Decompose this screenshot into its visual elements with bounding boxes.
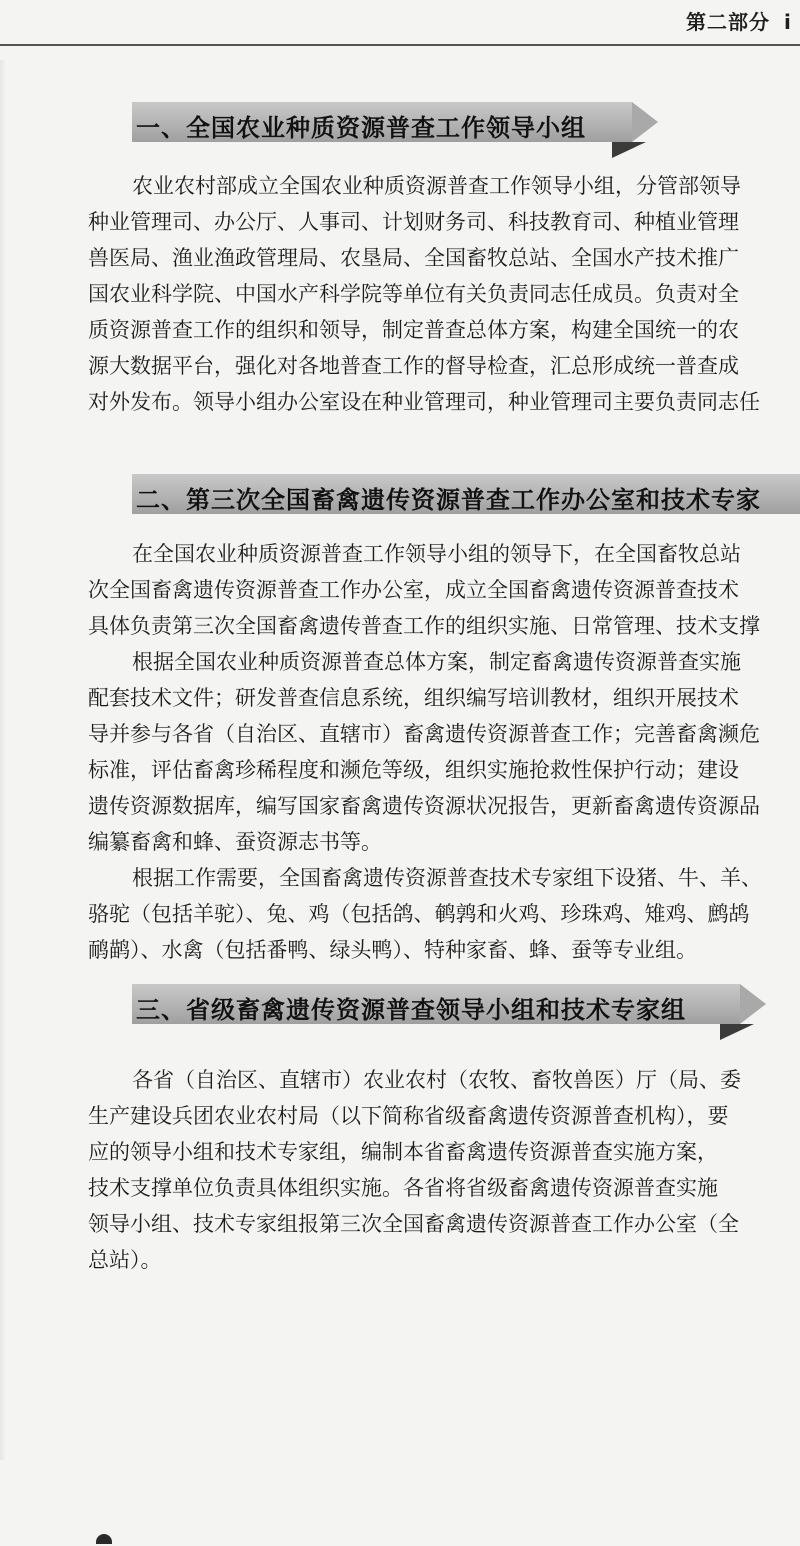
text-line: 技术支撑单位负责具体组织实施。各省将省级畜禽遗传资源普查实施 [88, 1176, 718, 1200]
running-header-part: 第二部分 [686, 10, 770, 34]
section-heading-2 [132, 474, 800, 514]
text-line: 导并参与各省（自治区、直辖市）畜禽遗传资源普查工作；完善畜禽濒危 [88, 722, 760, 746]
text-line: 领导小组、技术专家组报第三次全国畜禽遗传资源普查工作办公室（全 [88, 1212, 739, 1236]
section-heading-arrow [740, 984, 766, 1024]
section-title-2: 二、第三次全国畜禽遗传资源普查工作办公室和技术专家 [136, 486, 761, 514]
page-edge-mark [96, 1534, 112, 1544]
text-line: 种业管理司、办公厅、人事司、计划财务司、科技教育司、种植业管理 [88, 210, 739, 234]
text-line: 编纂畜禽和蜂、蚕资源志书等。 [88, 830, 382, 854]
header-rule [0, 44, 800, 46]
section-2-paragraph-3 [88, 860, 800, 968]
text-line: 配套技术文件；研发普查信息系统，组织编写培训教材，组织开展技术 [88, 686, 739, 710]
text-line: 各省（自治区、直辖市）农业农村（农牧、畜牧兽医）厅（局、委 [132, 1068, 741, 1092]
text-line: 次全国畜禽遗传资源普查工作办公室，成立全国畜禽遗传资源普查技术 [88, 578, 739, 602]
text-line: 兽医局、渔业渔政管理局、农垦局、全国畜牧总站、全国水产技术推广 [88, 246, 739, 270]
section-heading-arrow [632, 102, 658, 142]
text-line: 国农业科学院、中国水产科学院等单位有关负责同志任成员。负责对全 [88, 282, 739, 306]
text-line: 在全国农业种质资源普查工作领导小组的领导下，在全国畜牧总站 [132, 542, 741, 566]
text-line: 总站）。 [88, 1248, 162, 1272]
text-line: 源大数据平台，强化对各地普查工作的督导检查，汇总形成统一普查成 [88, 354, 739, 378]
text-line: 根据工作需要，全国畜禽遗传资源普查技术专家组下设猪、牛、羊、 [132, 866, 762, 890]
text-line: 根据全国农业种质资源普查总体方案，制定畜禽遗传资源普查实施 [132, 650, 741, 674]
page-gutter-shadow [0, 60, 6, 1460]
section-title-1: 一、全国农业种质资源普查工作领导小组 [136, 114, 586, 142]
text-line: 生产建设兵团农业农村局（以下简称省级畜禽遗传资源普查机构），要 [88, 1104, 729, 1128]
text-line: 应的领导小组和技术专家组，编制本省畜禽遗传资源普查实施方案， [88, 1140, 718, 1164]
text-line: 骆驼（包括羊驼）、兔、鸡（包括鸽、鹌鹑和火鸡、珍珠鸡、雉鸡、鹧鸪 [88, 902, 750, 926]
text-line: 遗传资源数据库，编写国家畜禽遗传资源状况报告，更新畜禽遗传资源品 [88, 794, 760, 818]
text-line: 具体负责第三次全国畜禽遗传普查工作的组织实施、日常管理、技术支撑 [88, 614, 760, 638]
text-line: 质资源普查工作的组织和领导，制定普查总体方案，构建全国统一的农 [88, 318, 739, 342]
section-heading-tail [612, 142, 646, 158]
running-header [686, 6, 792, 35]
text-line: 农业农村部成立全国农业种质资源普查工作领导小组，分管部领导 [132, 174, 741, 198]
section-title-3: 三、省级畜禽遗传资源普查领导小组和技术专家组 [136, 996, 686, 1024]
section-2-paragraph-1 [88, 536, 800, 644]
section-1-paragraph-1 [88, 168, 800, 420]
section-2-paragraph-2 [88, 644, 800, 860]
section-heading-1 [132, 102, 632, 142]
section-3-paragraph-1 [88, 1062, 800, 1278]
section-heading-3 [132, 984, 740, 1024]
section-heading-tail [720, 1024, 754, 1040]
text-line: 对外发布。领导小组办公室设在种业管理司，种业管理司主要负责同志任 [88, 390, 760, 414]
text-line: 鸸鹋）、水禽（包括番鸭、绿头鸭）、特种家畜、蜂、蚕等专业组。 [88, 938, 697, 962]
running-header-cut-text: i [784, 10, 792, 34]
text-line: 标准，评估畜禽珍稀程度和濒危等级，组织实施抢救性保护行动；建设 [88, 758, 739, 782]
